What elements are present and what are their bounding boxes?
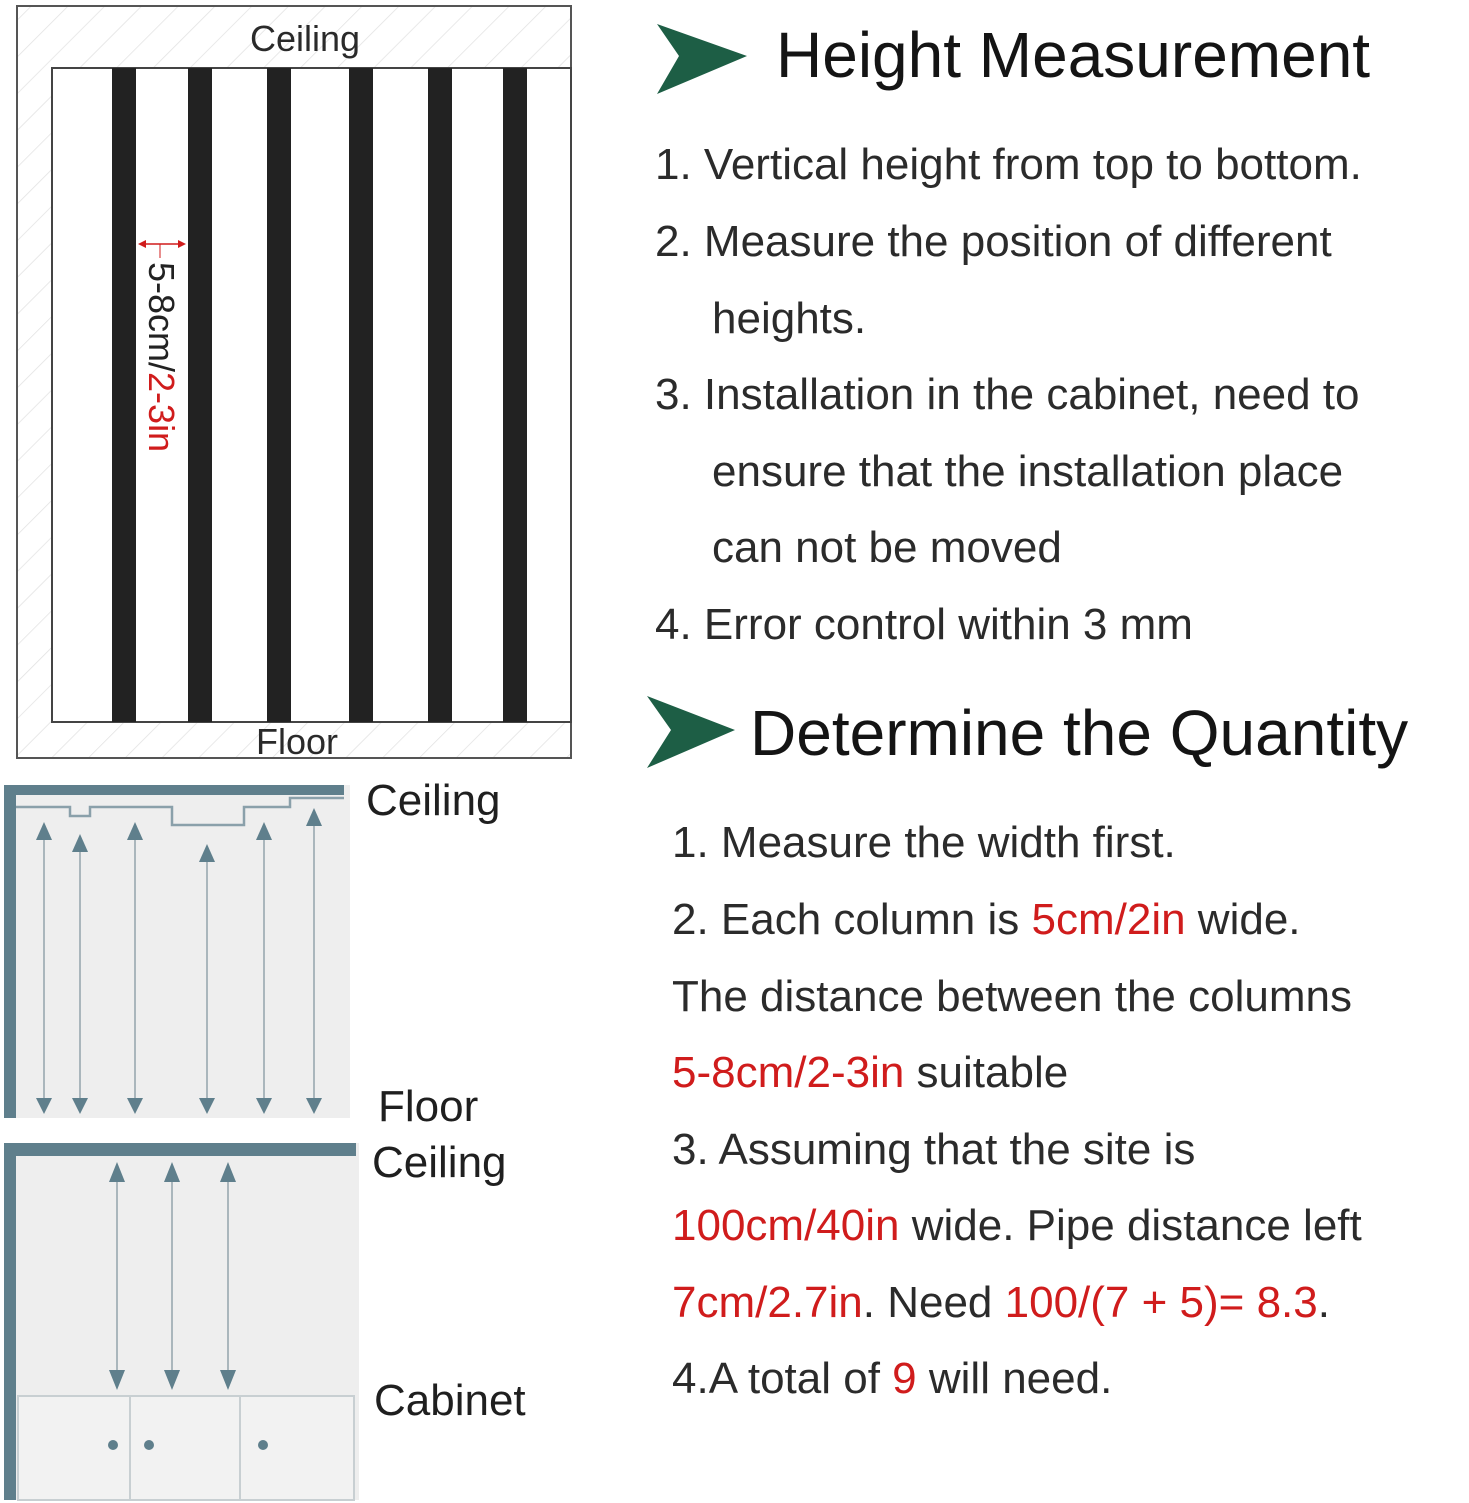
calculation-value: 100/(7 + 5)= 8.3 xyxy=(1004,1278,1318,1327)
ceiling-cabinet-panel xyxy=(0,1138,365,1503)
bar xyxy=(267,68,291,722)
panel-ceiling xyxy=(4,1143,356,1156)
cabinet xyxy=(18,1396,354,1500)
gap-label-imperial: 2-3in xyxy=(141,372,182,453)
gap-label-metric: 5-8cm/ xyxy=(141,262,182,373)
quantity-item-3: The distance between the columns xyxy=(672,972,1352,1021)
panel1-floor-label: Floor xyxy=(378,1082,479,1131)
height-item-3c: can not be moved xyxy=(712,523,1062,572)
bar xyxy=(503,68,527,722)
arrow-bullet-icon xyxy=(655,18,750,96)
arrow-bullet-icon xyxy=(645,692,740,770)
quantity-item-5: 3. Assuming that the site is xyxy=(672,1125,1196,1174)
quantity-item-7 xyxy=(672,1278,1330,1328)
gap-dimension-label xyxy=(140,262,182,452)
panel-ceiling xyxy=(4,785,344,795)
bar xyxy=(188,68,212,722)
top-floor-label: Floor xyxy=(256,721,339,762)
quantity-item-7-post: . xyxy=(1317,1278,1330,1327)
quantity-item-6 xyxy=(672,1201,1362,1251)
quantity-item-8-post: will need. xyxy=(916,1354,1113,1403)
height-item-2a: 2. Measure the position of different xyxy=(655,217,1332,266)
quantity-item-2 xyxy=(672,895,1301,945)
column-width-value: 5cm/2in xyxy=(1031,895,1186,944)
quantity-item-8 xyxy=(672,1354,1112,1404)
quantity-item-4 xyxy=(672,1048,1068,1098)
panel-wall xyxy=(4,785,16,1118)
pipe-distance-value: 7cm/2.7in xyxy=(672,1278,863,1327)
bar xyxy=(428,68,452,722)
panel2-cabinet-label: Cabinet xyxy=(374,1376,526,1425)
height-item-2b: heights. xyxy=(712,294,867,343)
quantity-item-2-pre: 2. Each column is xyxy=(672,895,1032,944)
panel1-ceiling-label: Ceiling xyxy=(366,776,501,825)
bar xyxy=(349,68,373,722)
height-item-3b: ensure that the installation place xyxy=(712,447,1344,496)
total-count-value: 9 xyxy=(892,1354,917,1403)
quantity-item-8-pre: 4.A total of xyxy=(672,1354,893,1403)
height-item-4: 4. Error control within 3 mm xyxy=(655,600,1193,649)
quantity-section-title: Determine the Quantity xyxy=(750,697,1409,769)
top-room-diagram xyxy=(0,0,580,770)
panel-wall xyxy=(4,1143,16,1500)
site-width-value: 100cm/40in xyxy=(672,1201,900,1250)
height-item-3a: 3. Installation in the cabinet, need to xyxy=(655,370,1360,419)
quantity-item-6-post: wide. Pipe distance left xyxy=(899,1201,1362,1250)
column-gap-value: 5-8cm/2-3in xyxy=(672,1048,905,1097)
height-item-1: 1. Vertical height from top to bottom. xyxy=(655,140,1362,189)
height-section-title: Height Measurement xyxy=(776,19,1371,91)
quantity-item-4-post: suitable xyxy=(904,1048,1069,1097)
quantity-item-7-mid: . Need xyxy=(862,1278,1005,1327)
top-ceiling-label: Ceiling xyxy=(250,18,361,59)
panel2-ceiling-label: Ceiling xyxy=(372,1138,507,1187)
quantity-item-1: 1. Measure the width first. xyxy=(672,818,1176,867)
ceiling-floor-panel xyxy=(0,780,360,1120)
quantity-item-2-post: wide. xyxy=(1185,895,1301,944)
bar xyxy=(112,68,136,722)
